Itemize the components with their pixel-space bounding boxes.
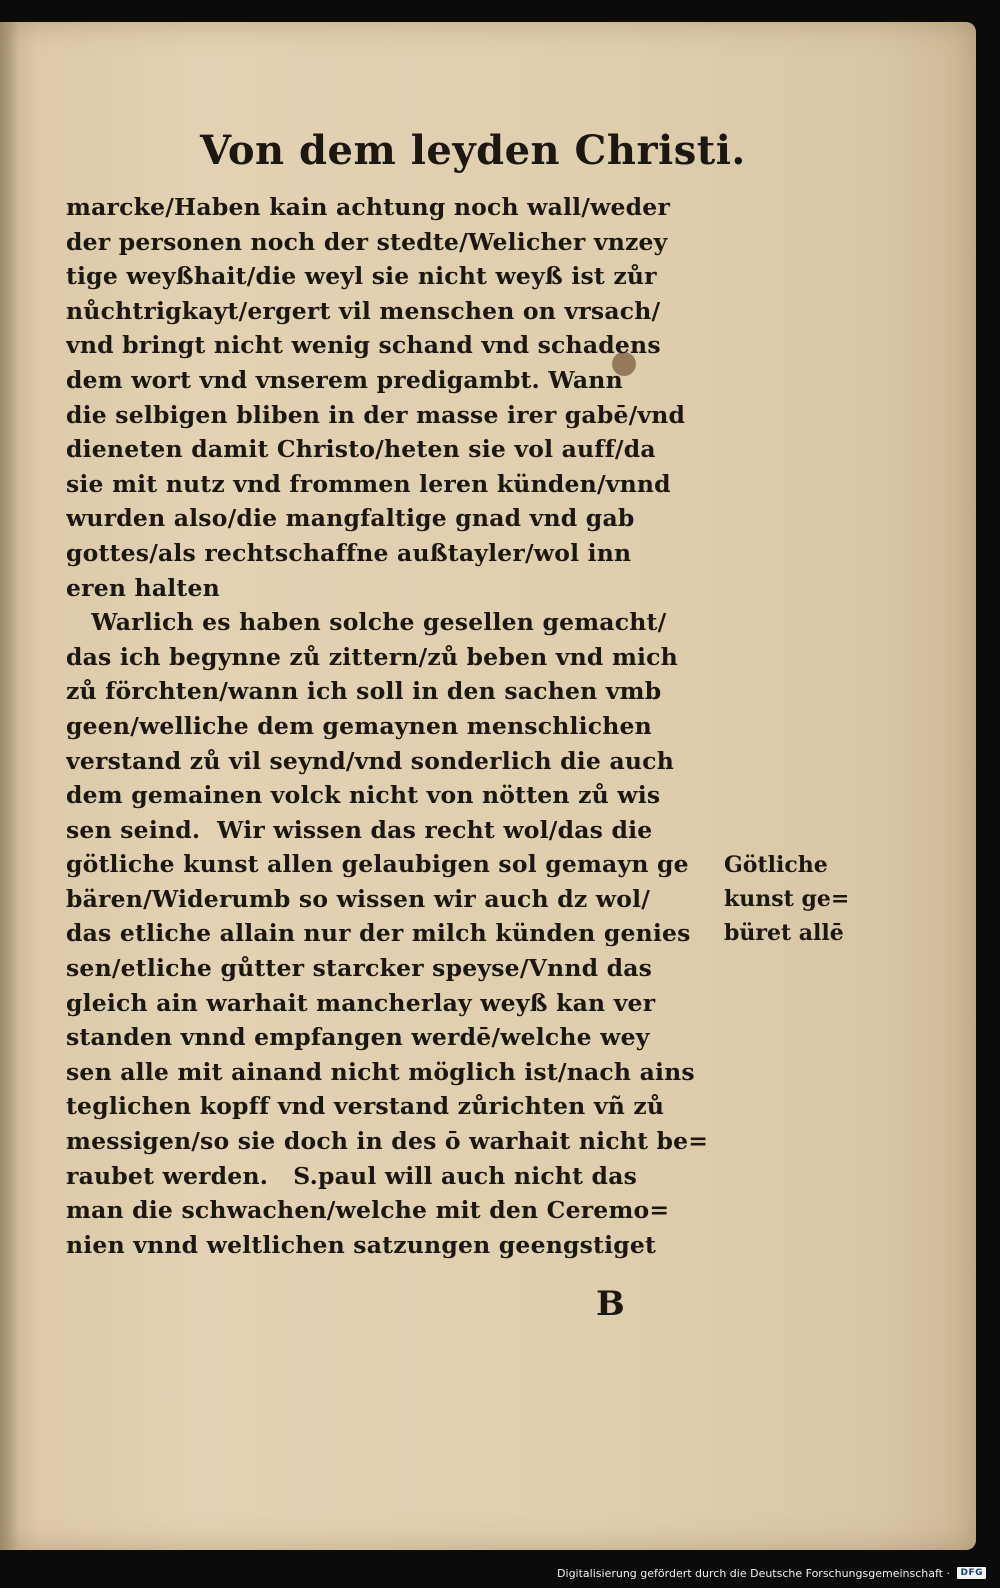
text-line: sie mit nutz vnd frommen leren künden/vnnd bbox=[66, 469, 671, 498]
text-line: nien vnnd weltlichen satzungen geengstiget bbox=[66, 1230, 657, 1259]
text-line: zů förchten/wann ich soll in den sachen vmb bbox=[66, 677, 662, 706]
text-line: standen vnnd empfangen werdē/welche wey bbox=[66, 1023, 650, 1052]
text-line: gleich ain warhait mancherlay weyß kan ver bbox=[66, 988, 656, 1017]
text-line: sen seind. Wir wissen das recht wol/das die bbox=[66, 815, 653, 844]
signature-mark: B bbox=[596, 1284, 625, 1324]
margin-note bbox=[724, 848, 874, 950]
text-line: raubet werden. S.paul will auch nicht das bbox=[66, 1161, 638, 1190]
text-line: vnd bringt nicht wenig schand vnd schadens bbox=[66, 331, 661, 360]
dfg-logo: DFG bbox=[957, 1567, 986, 1579]
text-line: götliche kunst allen gelaubigen sol gemayn ge bbox=[66, 850, 689, 879]
footer-credit: Digitalisierung gefördert durch die Deutsche Forschungsgemeinschaft bbox=[557, 1566, 943, 1580]
text-line: marcke/Haben kain achtung noch wall/weder bbox=[66, 193, 671, 221]
text-line: dem gemainen volck nicht von nötten zů wis bbox=[66, 781, 661, 810]
margin-note-line: Götliche bbox=[724, 852, 828, 878]
text-line: geen/welliche dem gemaynen menschlichen bbox=[66, 711, 652, 740]
margin-note-line: kunst ge= bbox=[724, 886, 850, 912]
margin-note-line: büret allē bbox=[724, 920, 844, 946]
text-line: sen/etliche gůtter starcker speyse/Vnnd das bbox=[66, 954, 653, 983]
book-page bbox=[0, 22, 976, 1550]
text-line: sen alle mit ainand nicht möglich ist/nach ains bbox=[66, 1057, 695, 1086]
text-line: teglichen kopff vnd verstand zůrichten vñ zů bbox=[66, 1092, 665, 1121]
body-text bbox=[66, 190, 726, 1262]
text-line: dieneten damit Christo/heten sie vol auff/da bbox=[66, 435, 656, 464]
footer bbox=[0, 1560, 1000, 1586]
text-line: Warlich es haben solche gesellen gemacht/ bbox=[66, 608, 667, 637]
text-line: wurden also/die mangfaltige gnad vnd gab bbox=[66, 504, 635, 533]
text-line: dem wort vnd vnserem predigambt. Wann bbox=[66, 365, 623, 394]
text-line: tige weyßhait/die weyl sie nicht weyß ist zůr bbox=[66, 262, 657, 291]
text-line: verstand zů vil seynd/vnd sonderlich die auch bbox=[66, 746, 674, 775]
text-line: bären/Widerumb so wissen wir auch dz wol/ bbox=[66, 884, 650, 913]
footer-separator: · bbox=[942, 1566, 954, 1580]
text-line: nůchtrigkayt/ergert vil menschen on vrsach/ bbox=[66, 296, 661, 325]
text-line: man die schwachen/welche mit den Ceremo= bbox=[66, 1196, 670, 1225]
text-line: eren halten bbox=[66, 573, 220, 602]
text-line: der personen noch der stedte/Welicher vnzey bbox=[66, 227, 668, 256]
text-line: die selbigen bliben in der masse irer gabē/vnd bbox=[66, 400, 686, 429]
running-head: Von dem leyden Christi. bbox=[200, 127, 746, 174]
text-line: das etliche allain nur der milch künden genies bbox=[66, 919, 691, 948]
text-line: messigen/so sie doch in des ō warhait nicht be= bbox=[66, 1127, 709, 1156]
text-line: das ich begynne zů zittern/zů beben vnd mich bbox=[66, 642, 678, 671]
text-line: gottes/als rechtschaffne außtayler/wol inn bbox=[66, 538, 632, 567]
